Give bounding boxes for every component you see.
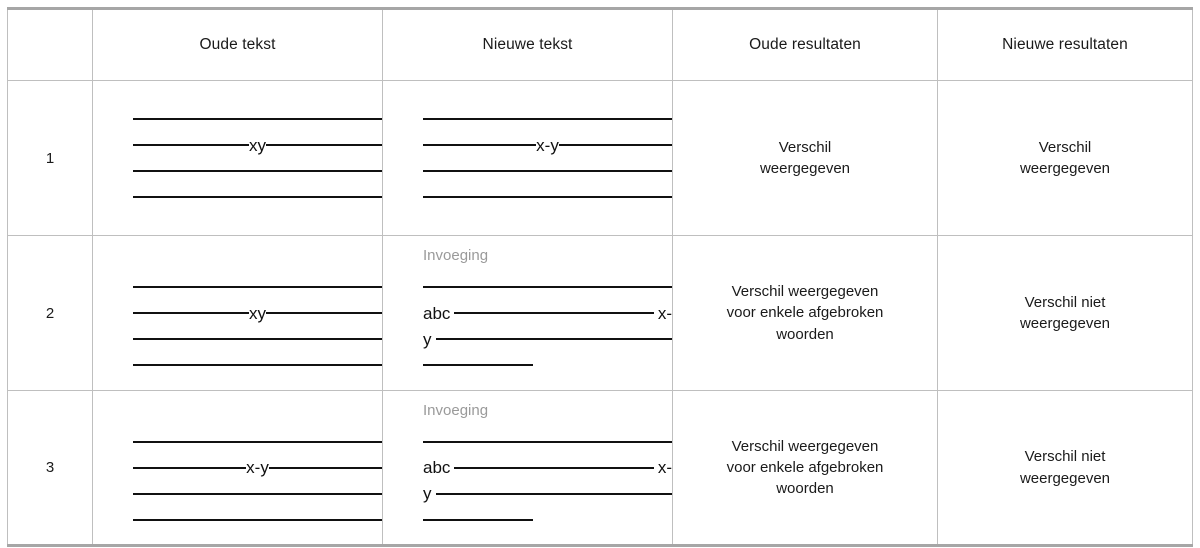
- doc-line-last: [133, 352, 382, 378]
- text-rule: [559, 144, 672, 146]
- layout-spacer: [133, 248, 382, 274]
- header-cell-old-results: Oude resultaten: [673, 9, 938, 81]
- new-result-cell: Verschil niet weergegeven: [938, 391, 1193, 546]
- text-rule: [133, 286, 382, 288]
- document-line-diagram-with-insertion: [383, 403, 672, 533]
- inline-token: xy: [249, 135, 266, 155]
- inline-hyphen-end: x-: [657, 303, 672, 323]
- text-rule-short: [133, 519, 382, 521]
- doc-line-last: [423, 184, 672, 210]
- header-cell-row-number: [8, 9, 93, 81]
- text-rule: [436, 338, 673, 340]
- inline-hyphen-continuation: y: [423, 329, 432, 349]
- text-rule: [454, 312, 653, 314]
- text-rule-short: [423, 196, 672, 198]
- document-line-diagram-with-insertion: [383, 248, 672, 378]
- text-rule: [423, 118, 672, 120]
- doc-line: [423, 429, 672, 455]
- old-result-cell: Verschil weergegeven: [673, 81, 938, 236]
- comparison-table: [7, 7, 1193, 547]
- text-rule: [423, 170, 672, 172]
- table-header: [8, 9, 1193, 81]
- doc-line: [133, 274, 382, 300]
- comparison-table-container: [7, 7, 1193, 541]
- doc-line-hyphen-continuation: [423, 326, 672, 352]
- text-rule: [133, 441, 382, 443]
- doc-line-with-token: [133, 132, 382, 158]
- old-result-cell: Verschil weergegeven voor enkele afgebroken woorden: [673, 236, 938, 391]
- inline-hyphen-continuation: y: [423, 484, 432, 503]
- text-rule: [423, 286, 672, 288]
- text-rule: [269, 467, 382, 469]
- inline-token: x-y: [246, 458, 269, 477]
- inline-hyphen-end: x-: [657, 458, 672, 477]
- inline-word-start: abc: [423, 303, 451, 323]
- text-rule: [133, 338, 382, 340]
- doc-line-with-token: [133, 300, 382, 326]
- new-result-cell: Verschil weergegeven: [938, 81, 1193, 236]
- text-rule: [133, 118, 382, 120]
- doc-line-hyphen-start: [423, 455, 672, 481]
- row-number-cell: 1: [8, 81, 93, 236]
- inline-token: x-y: [536, 135, 559, 155]
- text-rule-short: [133, 364, 382, 366]
- doc-line-hyphen-continuation: [423, 481, 672, 507]
- row-number-cell: 2: [8, 236, 93, 391]
- text-rule: [436, 493, 673, 495]
- text-rule: [266, 312, 382, 314]
- doc-line: [423, 106, 672, 132]
- row-number-cell: 3: [8, 391, 93, 546]
- doc-line: [133, 158, 382, 184]
- doc-line: [423, 274, 672, 300]
- doc-line-last: [133, 184, 382, 210]
- text-rule: [133, 312, 249, 314]
- header-row: [8, 9, 1193, 81]
- doc-line-hyphen-start: [423, 300, 672, 326]
- text-rule: [423, 441, 672, 443]
- table-row: [8, 236, 1193, 391]
- text-rule-short: [423, 364, 533, 366]
- header-cell-old-text: Oude tekst: [93, 9, 383, 81]
- doc-line: [133, 106, 382, 132]
- old-text-cell: [93, 81, 383, 236]
- doc-line-with-token: [133, 455, 382, 481]
- doc-line: [133, 481, 382, 507]
- doc-line-last: [133, 507, 382, 533]
- table-row: [8, 391, 1193, 546]
- layout-spacer: [133, 403, 382, 429]
- text-rule-short: [423, 519, 533, 521]
- doc-line: [133, 429, 382, 455]
- header-cell-new-text: Nieuwe tekst: [383, 9, 673, 81]
- old-result-cell: Verschil weergegeven voor enkele afgebroken woorden: [673, 391, 938, 546]
- document-line-diagram: [93, 403, 382, 533]
- table-row: [8, 81, 1193, 236]
- document-line-diagram: [93, 248, 382, 378]
- old-text-cell: [93, 391, 383, 546]
- text-rule: [423, 144, 536, 146]
- text-rule: [266, 144, 382, 146]
- new-text-cell: [383, 81, 673, 236]
- insertion-label: Invoeging: [423, 401, 489, 419]
- text-rule: [133, 493, 382, 495]
- inline-token: xy: [249, 303, 266, 323]
- insertion-label: Invoeging: [423, 247, 489, 264]
- text-rule: [133, 144, 249, 146]
- text-rule-short: [133, 196, 382, 198]
- doc-line-with-token: [423, 132, 672, 158]
- text-rule: [454, 467, 653, 469]
- doc-line: [133, 326, 382, 352]
- new-result-cell: Verschil niet weergegeven: [938, 236, 1193, 391]
- doc-line: [423, 158, 672, 184]
- doc-line-last: [423, 352, 672, 378]
- inline-word-start: abc: [423, 458, 451, 477]
- doc-line-last: [423, 507, 672, 533]
- header-cell-new-results: Nieuwe resultaten: [938, 9, 1193, 81]
- table-body: [8, 81, 1193, 546]
- text-rule: [133, 170, 382, 172]
- text-rule: [133, 467, 246, 469]
- document-line-diagram: [383, 106, 672, 210]
- new-text-cell: [383, 236, 673, 391]
- document-line-diagram: [93, 106, 382, 210]
- new-text-cell: [383, 391, 673, 546]
- old-text-cell: [93, 236, 383, 391]
